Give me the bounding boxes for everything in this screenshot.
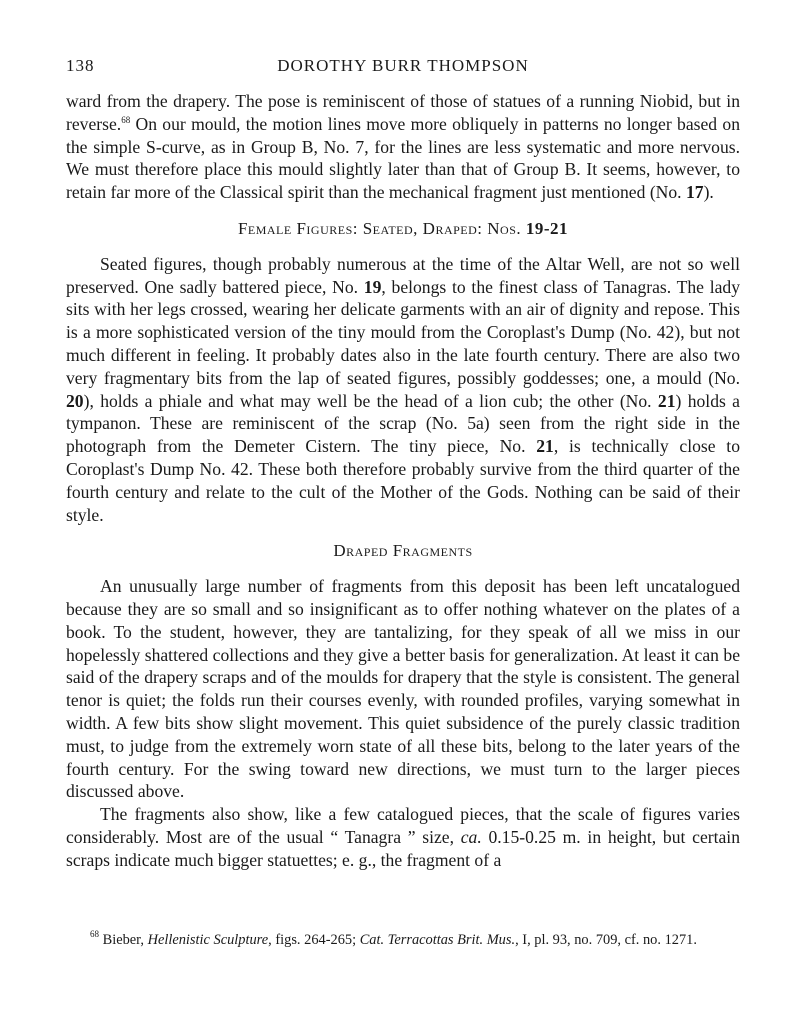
running-head: DOROTHY BURR THOMPSON [277, 56, 529, 75]
footnote-number: 68 [90, 929, 99, 939]
section-heading-female-figures: Female Figures: Seated, Draped: Nos. 19-21 [237, 218, 569, 238]
paragraph-2: Seated figures, though probably numerous at the time of the Altar Well, are not so well preserved. One sadly battered piece, No. 19, belongs to the finest class of Tanagras. The lady sits with her legs crossed, wearing her delicate garments with an air of dignity and repose. This is a more sophisticated version of the tiny mould from the Coroplast's Dump (No. 42), but not much different in feeling. It probably dates also in the late fourth century. There are also two very fragmentary bits from the lap of seated figures, possibly goddesses; one, a mould (No. 20), holds a phiale and what may well be the head of a lion cub; the other (No. 21) holds a tympanon. These are reminiscent of the scrap (No. 5a) seen from the right side in the photograph from the Demeter Cistern. The tiny piece, No. 21, is technically close to Coroplast's Dump No. 42. These both therefore probably survive from the third quarter of the fourth century and relate to the cult of the Mother of the Gods. Nothing can be said of their style. [66, 253, 740, 525]
section-heading-draped-fragments: Draped Fragments [333, 541, 473, 561]
page-number: 138 [66, 56, 95, 75]
paragraph-1: ward from the drapery. The pose is reminiscent of those of statues of a running Niobid, but in reverse.$^{68}$ On our mould, the motion lines move more obliquely in patterns no longer based on the simple S-curve, as in Group B, No. 7, for the lines are less systematic and more nervous. We must therefore place this mould slightly later than that of Group B. It seems, however, to retain far more of the Classical spirit than the mechanical fragment just mentioned (No. 17). [66, 91, 740, 203]
paragraph-4: The fragments also show, like a few catalogued pieces, that the scale of figures varies considerably. Most are of the usual “ Tanagra ” size, ca. 0.15-0.25 m. in height, but certain scraps indicate much bigger statuettes; e. g., the fragment of a [66, 804, 740, 870]
footnote-ref: 68 [121, 114, 131, 125]
page-header [66, 56, 740, 78]
paragraph-3: An unusually large number of fragments from this deposit has been left uncatalogued because they are so small and so insignificant as to offer nothing whatever on the plates of a book. To the student, however, they are tantalizing, for they speak of all we miss in our hopelessly shattered collections and they give a better basis for generalization. At least it can be said of the drapery scraps and of the moulds for drapery that the style is consistent. The general tenor is quiet; the folds run their courses evenly, with rounded profiles, varying somewhat in width. A few bits show slight movement. This quiet subsidence of the purely classic tradition must, to judge from the extremely worn state of all these bits, belong to the later years of the fourth century. For the swing toward new directions, we must turn to the larger pieces discussed above. [66, 576, 740, 802]
footnote: $^{68}$ Bieber, Hellenistic Sculpture, figs. 264-265; Cat. Terracottas Brit. Mus., I, pl. 93, no. 709, cf. no. 1271. [90, 929, 697, 948]
body-text [66, 90, 740, 872]
